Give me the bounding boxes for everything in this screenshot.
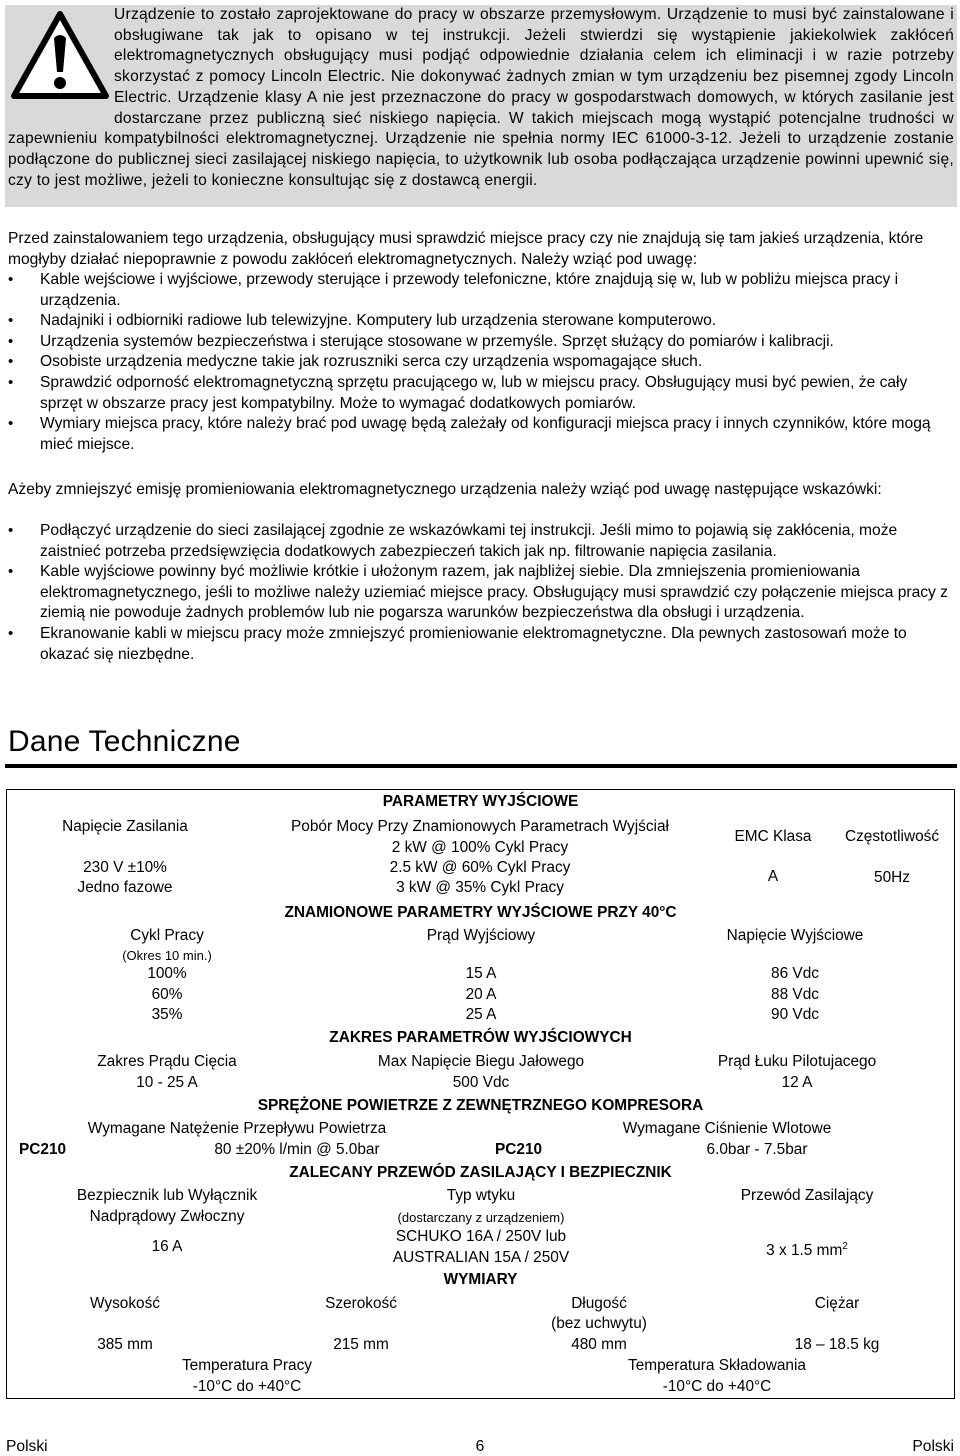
list-item: • Kable wyjściowe powinny być możliwie krótkie i ułożonym razem, jak najbliżej siebie. Dla zmniejszenia promieniowania elektromagnetycznego, jeśli to możliwe należy uziemiać miejsce pracy. Obsługujący musi sprawdzić czy połączenie miejsca pracy z ziemią nie powoduje żadnych problemów lub nie pogarsza warunków bezpieczeństwa dla obsługi i urządzenia. — [8, 562, 952, 624]
section-divider — [5, 764, 957, 768]
page-number: 6 — [475, 1438, 485, 1455]
supply-value: 230 V ±10% — [83, 859, 167, 876]
list-item: • Podłączyć urządzenie do sieci zasilającej zgodnie ze wskazówkami tej instrukcji. Jeśli mimo to pojawią się zakłócenia, może zaistnieć potrzeba przedsięwzięcia dodatkowych zabezpieczeń takich jak np. filtrowanie napięcia zasilania. — [8, 521, 952, 562]
power-cord-value: 3 x 1.5 $mm^2$ — [766, 1241, 848, 1260]
plug-note: (dostarczany z urządzeniem) — [397, 1210, 565, 1225]
intro-paragraph-2: Ażeby zmniejszyć emisję promieniowania elektromagnetycznego urządzenia należy wziąć pod uwagę następujące wskazówki: — [8, 481, 882, 498]
section-title: Dane Techniczne — [8, 725, 241, 758]
air-pressure-model: PC210 — [495, 1141, 543, 1158]
pilot-arc-label: Prąd Łuku Pilotujacego — [717, 1053, 877, 1070]
operating-temp-label: Temperatura Pracy — [181, 1357, 312, 1374]
duty-label: Cykl Pracy — [130, 927, 204, 944]
power-cord-label: Przewód Zasilający — [740, 1187, 874, 1204]
duty-value: 35% — [151, 1006, 183, 1023]
weight-value: 18 – 18.5 kg — [794, 1336, 880, 1353]
cutting-range-value: 10 - 25 A — [136, 1074, 198, 1091]
section-heading: SPRĘŻONE POWIETRZE Z ZEWNĘTRZNEGO KOMPRESORA — [257, 1097, 704, 1114]
emc-warning-text: Urządzenie to zostało zaprojektowane do pracy w obszarze przemysłowym. Urządzenie to musi być zainstalowane i obsługiwane tak jak to opisano w tej instrukcji. Jeżeli stwierdzi się wystąpienie jakiekolwiek zakłóceń elektromagnetycznych obsługujący musi podjąć odpowiednie działania celem ich eliminacji i w razie potrzeby skorzystać z pomocy Lincoln Electric. Nie dokonywać żadnych zmian w tym urządzeniu bez pisemnej zgody Lincoln Electric. Urządzenie klasy A nie jest przeznaczone do pracy w gospodarstwach domowych, w których zasilanie jest dostarczane przez publiczną sieć niskiego napięcia. W takich miejscach mogą wystąpić potencjalne trudności w zapewnieniu kompatybilności elektromagnetycznej. Urządzenie nie spełnia normy IEC 61000-3-12. Jeżeli to urządzenie zostanie podłączone do publicznej sieci zasilającej niskiego napięcia, to użytkownik lub osoba podłączająca urządzenie powinni upewnić się, czy to jest możliwe, jeżeli to konieczne konsultując się z dostawcą energii. — [8, 6, 954, 189]
intro-paragraph-1: Przed zainstalowaniem tego urządzenia, obsługujący musi sprawdzić miejsce pracy czy nie znajdują się tam jakieś urządzenia, które mogłyby działać niepoprawnie z powodu zakłóceń elektromagnetycznych. Należy wziąć pod uwagę: — [8, 230, 924, 268]
air-pressure-label: Wymagane Ciśnienie Wlotowe — [622, 1120, 832, 1137]
width-value: 215 mm — [333, 1336, 389, 1353]
width-label: Szerokość — [325, 1295, 397, 1312]
ocv-value: 500 Vdc — [452, 1074, 510, 1091]
current-label: Prąd Wyjściowy — [426, 927, 536, 944]
storage-temp-value: -10°C do +40°C — [662, 1378, 772, 1395]
duty-value: 100% — [147, 965, 187, 982]
voltage-value: 86 Vdc — [771, 965, 819, 982]
voltage-value: 90 Vdc — [771, 1006, 819, 1023]
emc-warning-box — [5, 5, 957, 207]
frequency-value: 50Hz — [874, 869, 910, 886]
emc-value: A — [767, 868, 779, 885]
length-note: (bez uchwytu) — [551, 1315, 647, 1332]
fuse-value: 16 A — [151, 1238, 183, 1255]
section-heading: ZNAMIONOWE PARAMETRY WYJŚCIOWE PRZY 40°C — [284, 904, 677, 921]
storage-temp-label: Temperatura Składowania — [628, 1357, 806, 1374]
power-value: 2.5 kW @ 60% Cykl Pracy — [389, 859, 571, 876]
list-item: • Nadajniki i odbiorniki radiowe lub telewizyjne. Komputery lub urządzenia sterowane komputerowo. — [8, 311, 952, 332]
section-heading: ZALECANY PRZEWÓD ZASILAJĄCY I BEZPIECZNIK — [289, 1164, 672, 1181]
list-item: • Ekranowanie kabli w miejscu pracy może zmniejszyć promieniowanie elektromagnetyczne. Dla pewnych zastosowań może to okazać się niezbędne. — [8, 624, 952, 665]
plug-value: SCHUKO 16A / 250V lub — [395, 1228, 567, 1245]
technical-data-table — [6, 789, 955, 1399]
power-label: Pobór Mocy Przy Znamionowych Parametrach Wyjściał — [291, 818, 669, 835]
air-flow-label: Wymagane Natężenie Przepływu Powietrza — [87, 1120, 387, 1137]
cutting-range-label: Zakres Prądu Cięcia — [97, 1053, 237, 1070]
operating-temp-value: -10°C do +40°C — [192, 1378, 302, 1395]
air-flow-model: PC210 — [19, 1141, 67, 1158]
current-value: 20 A — [465, 986, 497, 1003]
height-label: Wysokość — [90, 1295, 160, 1312]
section-heading: PARAMETRY WYJŚCIOWE — [382, 793, 579, 810]
list-item: • Osobiste urządzenia medyczne takie jak rozruszniki serca czy urządzenia wspomagające słuch. — [8, 352, 952, 373]
length-value: 480 mm — [571, 1336, 627, 1353]
voltage-label: Napięcie Wyjściowe — [726, 927, 864, 944]
section-heading: ZAKRES PARAMETRÓW WYJŚCIOWYCH — [329, 1029, 632, 1046]
air-flow-value: 80 ±20% l/min @ 5.0bar — [214, 1141, 380, 1158]
list-item: • Sprawdzić odporność elektromagnetyczną sprzętu pracującego w, lub w miejscu pracy. Obsługujący musi być pewien, że cały sprzęt w obszarze pracy jest kompatybilny. Może to wymagać dodatkowych pomiarów. — [8, 373, 952, 414]
pilot-arc-value: 12 A — [781, 1074, 813, 1091]
footer-language-left: Polski — [6, 1438, 48, 1455]
current-value: 15 A — [465, 965, 497, 982]
list-item: • Wymiary miejsca pracy, które należy brać pod uwagę będą zależały od konfiguracji miejsca pracy i innych czynników, które mogą mieć miejsce. — [8, 414, 952, 455]
duty-value: 60% — [151, 986, 183, 1003]
current-value: 25 A — [465, 1006, 497, 1023]
voltage-value: 88 Vdc — [771, 986, 819, 1003]
plug-label: Typ wtyku — [446, 1187, 516, 1204]
air-pressure-value: 6.0bar - 7.5bar — [706, 1141, 808, 1158]
power-value: 2 kW @ 100% Cykl Pracy — [391, 839, 569, 856]
bullet-list-1 — [8, 270, 952, 455]
bullet-list-2 — [8, 521, 952, 665]
section-heading: WYMIARY — [443, 1271, 518, 1288]
list-item: • Kable wejściowe i wyjściowe, przewody sterujące i przewody telefoniczne, które znajdują się w, lub w pobliżu miejsca pracy i urządzenia. — [8, 270, 952, 311]
ocv-label: Max Napięcie Biegu Jałowego — [377, 1053, 585, 1070]
weight-label: Ciężar — [814, 1295, 860, 1312]
length-label: Długość — [571, 1295, 627, 1312]
footer-language-right: Polski — [912, 1438, 954, 1455]
plug-value: AUSTRALIAN 15A / 250V — [392, 1249, 570, 1266]
power-value: 3 kW @ 35% Cykl Pracy — [396, 879, 564, 896]
frequency-label: Częstotliwość — [844, 828, 940, 845]
list-item: • Urządzenia systemów bezpieczeństwa i sterujące stosowane w przemyśle. Sprzęt służący do pomiarów i kalibracji. — [8, 332, 952, 353]
supply-label: Napięcie Zasilania — [62, 818, 188, 835]
emc-label: EMC Klasa — [734, 828, 812, 845]
height-value: 385 mm — [97, 1336, 153, 1353]
fuse-label: Bezpiecznik lub Wyłącznik — [76, 1187, 258, 1204]
duty-note: (Okres 10 min.) — [122, 948, 212, 963]
fuse-label: Nadprądowy Zwłoczny — [89, 1208, 245, 1225]
supply-phase: Jedno fazowe — [77, 879, 173, 896]
